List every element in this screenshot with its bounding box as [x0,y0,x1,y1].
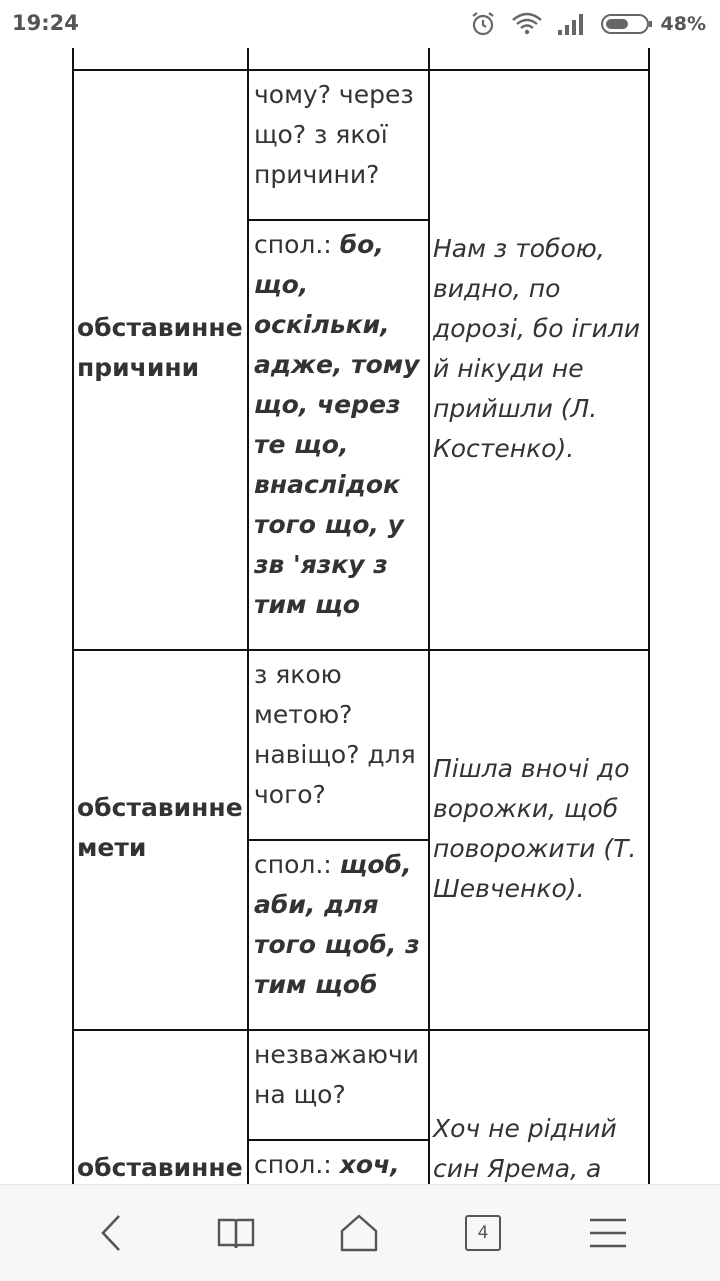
bookmarks-icon [216,1215,256,1251]
bookmarks-button[interactable] [206,1205,266,1261]
conj-list: бо, що, оскільки, адже, тому що, через те що, внаслідок того що, у зв 'язку з тим що [254,230,420,619]
table-cell-conjunctions [254,1145,426,1184]
table-border [247,839,430,841]
back-button[interactable] [82,1205,142,1261]
table-border [247,1139,430,1141]
table-cell-name: обставинне причини [77,313,243,382]
conj-list: щоб, аби, для того щоб, з тим щоб [254,850,420,999]
table-cell-example: Нам з тобою, видно, по дорозі, бо ігили й нікуди не прийшли (Л. Костенко). [433,234,641,463]
home-button[interactable] [329,1205,389,1261]
tab-count: 4 [477,1223,489,1243]
alarm-icon [469,10,497,38]
table-border [72,649,650,651]
conj-prefix: спол.: [254,230,340,259]
back-icon [97,1213,127,1253]
status-time: 19:24 [12,11,79,35]
tabs-button[interactable] [453,1205,513,1261]
status-bar [0,0,720,48]
conj-prefix: спол.: [254,1150,340,1179]
table-cell-name: обставинне [77,1153,243,1182]
menu-button[interactable] [578,1205,638,1261]
table-border [247,219,430,221]
table-cell-conjunctions [254,225,426,625]
home-icon [339,1213,379,1253]
table-cell-example: Хоч не рідний син Ярема, а [433,1114,617,1183]
table-cell-question: чому? через що? з якої причини? [254,80,414,189]
tabs-icon [465,1215,501,1251]
table-cell-name: обставинне мети [77,793,243,862]
table-border [72,69,650,71]
table-border [648,48,650,1184]
conj-prefix: спол.: [254,850,340,879]
table-border [72,1029,650,1031]
table-border [72,48,74,1184]
table-cell-conjunctions [254,845,426,1005]
conj-list: хоч, [339,1150,400,1179]
wifi-icon [511,11,543,37]
status-icons [469,10,706,38]
menu-icon [588,1217,628,1249]
table-cell-question: з якою метою? навіщо? для чого? [254,660,416,809]
battery-icon [601,13,653,35]
bottom-navigation [0,1184,720,1281]
table-cell-example: Пішла вночі до ворожки, щоб поворожити (Т. Шевченко). [433,754,637,903]
signal-icon [557,12,587,36]
table-cell-question: незважаючи на що? [254,1040,419,1109]
battery-percent: 48% [660,13,706,35]
